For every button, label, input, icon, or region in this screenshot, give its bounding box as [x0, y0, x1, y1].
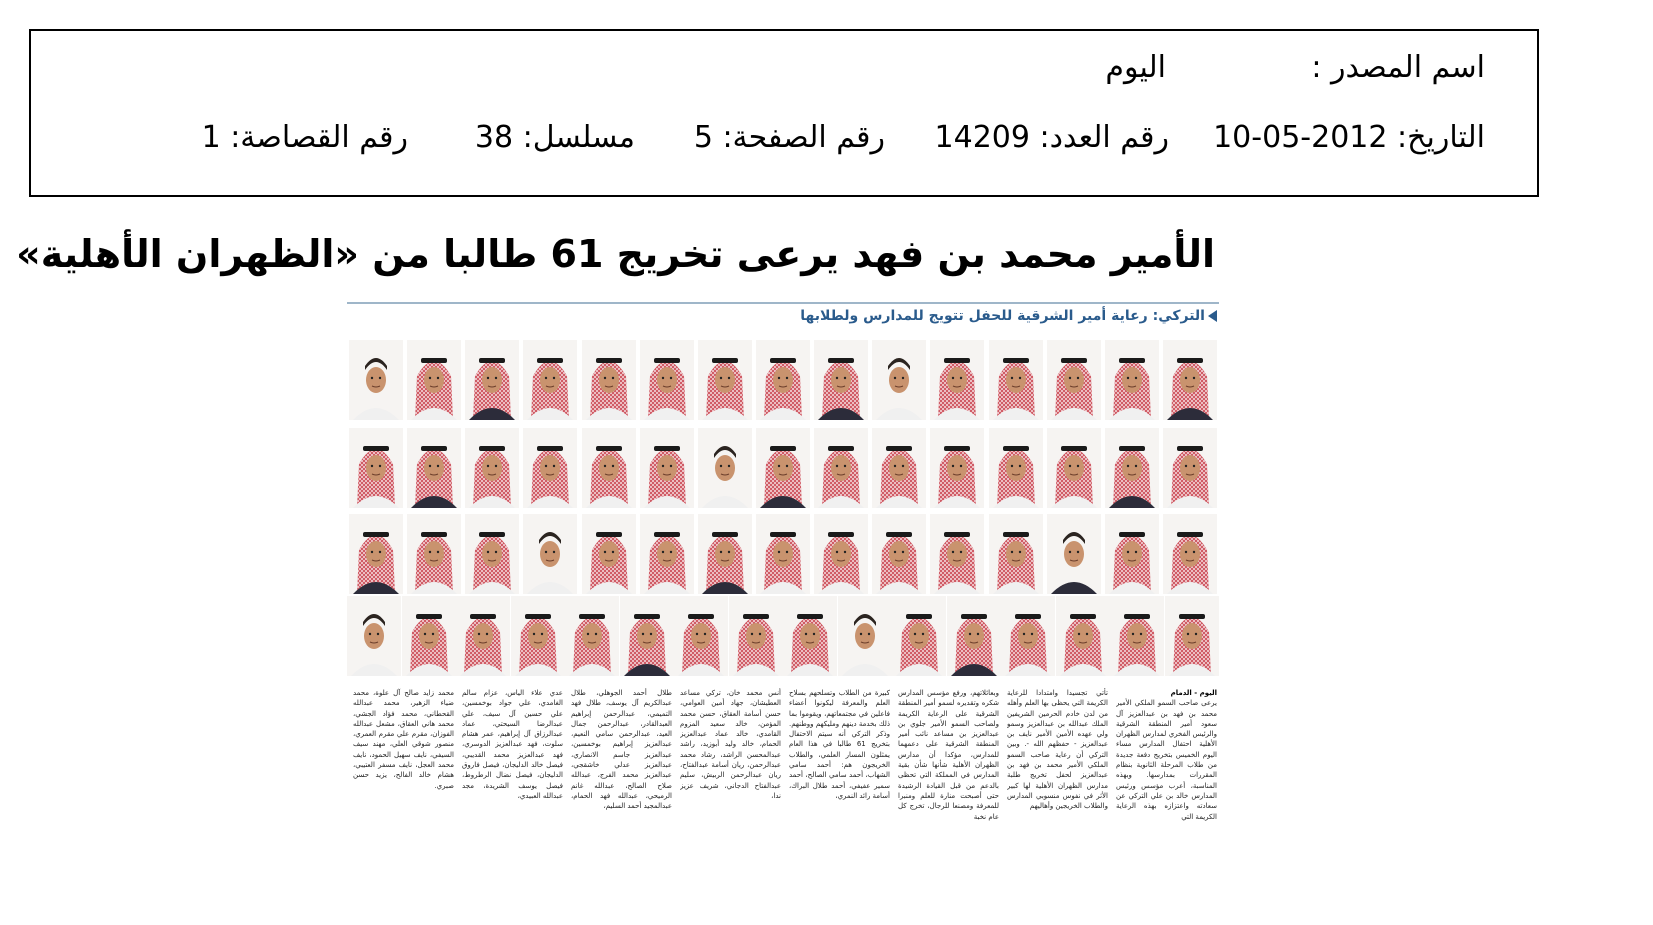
graduate-portrait: [1163, 514, 1217, 594]
graduate-portrait: [674, 596, 728, 676]
graduate-portrait: [783, 596, 837, 676]
graduate-portrait: [1105, 340, 1159, 420]
source-label: اسم المصدر :: [1311, 50, 1485, 85]
photo-row: [347, 428, 1219, 508]
graduate-portrait: [1105, 428, 1159, 508]
graduate-portrait: [930, 514, 984, 594]
column-text: كبيرة من الطلاب وتسلحهم بسلاح العلم والمعرفة ليكونوا أعضاء فاعلين في مجتمعاتهم، ويقوموا بما ذلك بخدمة دينهم ومليكهم ووطنهم. وذكر التركي أنه سيتم الاحتفال بتخريج 61 طالبا في هذا العام يمثلون المسار العلمي، والطلاب الخريجون هم: أحمد سامي الشهاب، أحمد سامي الصالح، أحمد سمير عفيفي، أحمد طلال البراك، أسامة رائد النمري،: [789, 689, 890, 800]
graduate-portrait: [1163, 428, 1217, 508]
graduate-portrait: [349, 514, 403, 594]
graduate-portrait: [698, 514, 752, 594]
photo-row: [347, 514, 1219, 594]
graduate-portrait: [565, 596, 619, 676]
graduate-portrait: [523, 340, 577, 420]
source-value: اليوم: [1105, 50, 1166, 85]
article-column: [1116, 688, 1217, 848]
column-text: أنس محمد خان، تركي مساعد العطيشان، جهاد أمين العوامي، حسن أسامة العقاق، حسن محمد المؤمن، خالد سعيد المزوم القامدي، خالد عماد عبدالعزيز الحمام، خالد وليد أبوزيد، راشد عبدالمحسن الراشد، رشاد محمد عبدالرحمن، ريان أسامة عبدالفتاح، ريان عبدالرحمن الربيش، سليم عبدالفتاح الدجاني، شريف عزيز ندا،: [680, 689, 781, 800]
graduate-portrait: [930, 340, 984, 420]
graduate-portrait: [620, 596, 674, 676]
graduate-portrait: [1105, 514, 1159, 594]
column-text: عدي علاء الياس، عزام سالم الغامدي، علي جواد بوخمسين، علي حسين آل سيف، علي عبدالرضا السيحتي، عماد عبدالرزاق آل إبراهيم، عمر هشام سلوت، فهد عبدالعزيز الدوسري، فهد عبدالعزيز محمد القديبي، فيصل خالد الدليجان، فيصل فاروق الدليجان، فيصل نضال الرطروط، فيصل يوسف الشريدة، مجد عبدالله العبيدي،: [462, 689, 563, 800]
graduate-portrait: [1110, 596, 1164, 676]
article-column: [462, 688, 563, 848]
article-column: [571, 688, 672, 848]
graduate-portrait: [756, 514, 810, 594]
graduate-portrait: [582, 428, 636, 508]
graduate-portrait: [698, 340, 752, 420]
article-column: [353, 688, 454, 848]
graduate-portrait: [1047, 428, 1101, 508]
graduate-portrait: [640, 428, 694, 508]
graduate-portrait: [407, 428, 461, 508]
page-number-field: رقم الصفحة: 5: [693, 120, 885, 155]
graduate-portrait: [872, 428, 926, 508]
graduate-portrait: [582, 340, 636, 420]
headline-divider: [347, 302, 1219, 304]
graduate-portrait: [1001, 596, 1055, 676]
graduate-portrait: [1047, 514, 1101, 594]
graduate-portrait: [729, 596, 783, 676]
graduate-portrait: [1163, 340, 1217, 420]
graduate-portrait: [814, 340, 868, 420]
graduate-portrait: [640, 340, 694, 420]
graduate-portrait: [347, 596, 401, 676]
graduate-portrait: [402, 596, 456, 676]
graduate-portrait: [1047, 340, 1101, 420]
graduate-portrait: [989, 428, 1043, 508]
column-text: يرعى صاحب السمو الملكي الأمير محمد بن فهد بن عبدالعزيز آل سعود أمير المنطقة الشرقية والرئيس الفخري لمدارس الظهران الأهلية احتفال المدارس مساء اليوم الخميس بتخريج دفعة جديدة من طلاب المرحلة الثانوية بنظام المقررات بمدارسها. وبهذه المناسبة، أعرب مؤسس ورئيس المدارس خالد بن علي التركي عن سعادته واعتزازه بهذه الرعاية الكريمة التي: [1116, 699, 1217, 821]
graduate-portrait: [349, 428, 403, 508]
column-text: تأتي تجسيدا وامتدادا للرعاية الكريمة التي يحظى بها العلم وأهله من لدن خادم الحرمين الشريفين الملك عبدالله بن عبدالعزيز وسمو ولي عهده الأمين الأمير نايف بن عبدالعزيز - حفظهم الله -. وبين التركي أن رعاية صاحب السمو الملكي الأمير محمد بن فهد بن عبدالعزيز لحفل تخريج طلبة مدارس الظهران الأهلية لها كبير الأثر في نفوس منسوبي المدارس والطلاب الخريجين وأهاليهم: [1007, 689, 1108, 811]
issue-number-field: رقم العدد: 14209: [934, 120, 1169, 155]
graduate-portrait: [947, 596, 1001, 676]
column-text: طلال أحمد الجوهلي، طلال عبدالكريم آل يوسف، طلال فهد التميمي، عبدالرحمن إبراهيم العبدالقادر، عبدالرحمن جمال العيد، عبدالرحمن سامي النعيم، عبدالعزيز إبراهيم بوخمسين، عبدالعزيز جاسم الانصاري، عبدالعزيز عدلي خاشقجي، عبدالعزيز محمد الفرج، عبدالله صلاح الصالح، عبدالله غانم الرميحي، عبدالله فهد الحمام، عبدالمجيد أحمد السليم،: [571, 689, 672, 811]
photo-row: [347, 340, 1219, 420]
serial-field: مسلسل: 38: [474, 120, 635, 155]
date-field: التاريخ: 2012-05-10: [1213, 120, 1485, 155]
column-text: وبعائلاتهم، ورفع مؤسس المدارس شكره وتقديره لسمو أمير المنطقة الشرقية على الرعاية الكريمة ولصاحب السمو الأمير جلوي بن عبدالعزيز بن مساعد نائب أمير المنطقة الشرقية على دعمهما للمدارس، مؤكدا أن مدارس الظهران الأهلية شأنها شأن بقية المدارس في المملكة التي تحظى بالدعم من قبل القيادة الرشيدة حتى أصبحت منارة للعلم ومنبرا للمعرفة ومصنعا للرجال، تخرج كل عام نخبة: [898, 689, 999, 821]
article-column: [1007, 688, 1108, 848]
graduate-portrait: [465, 428, 519, 508]
graduate-portrait: [698, 428, 752, 508]
article-body: [347, 688, 1219, 848]
graduate-portrait: [872, 340, 926, 420]
graduate-portrait: [465, 340, 519, 420]
triangle-pointer-icon: [1208, 310, 1217, 322]
graduate-portrait: [523, 428, 577, 508]
graduate-portrait: [989, 514, 1043, 594]
graduate-portrait: [756, 340, 810, 420]
article-byline: اليوم - الدمام: [1170, 689, 1217, 697]
graduate-portrait: [930, 428, 984, 508]
graduate-portrait: [640, 514, 694, 594]
graduate-portrait: [838, 596, 892, 676]
graduate-portrait: [456, 596, 510, 676]
column-text: محمد زايد صالح آل علوة، محمد ضياء الزهير، محمد عبدالله القحطاني، محمد فؤاد الجشي، محمد هاني العقاق، مشعل عبدالله الفوزان، مقرم علي مقرم العمري، منصور شوقي العلي، مهند سيف السيفي، نايف سهيل الحمود، نايف محمد العجل، نايف مسفر العتيبي، هشام خالد الفالح، يزيد حسن صبري.: [353, 689, 454, 790]
clip-number-field: رقم القصاصة: 1: [201, 120, 408, 155]
graduate-portrait: [349, 340, 403, 420]
graduate-portrait: [892, 596, 946, 676]
graduate-portrait: [1056, 596, 1110, 676]
subheadline-text: التركي: رعاية أمير الشرقية للحفل تتويج للمدارس ولطلابها: [800, 308, 1205, 324]
article-subheadline: [345, 308, 1217, 330]
graduate-portrait: [872, 514, 926, 594]
graduate-portrait: [523, 514, 577, 594]
graduate-portrait: [465, 514, 519, 594]
article-headline: الأمير محمد بن فهد يرعى تخريج 61 طالبا من «الظهران الأهلية»: [16, 232, 1215, 276]
graduate-portrait: [582, 514, 636, 594]
graduate-portrait: [407, 514, 461, 594]
article-column: [898, 688, 999, 848]
photo-row: [347, 596, 1219, 676]
graduate-portrait: [989, 340, 1043, 420]
graduate-portrait: [756, 428, 810, 508]
graduate-portrait: [511, 596, 565, 676]
graduate-portrait: [407, 340, 461, 420]
graduate-portrait: [814, 428, 868, 508]
graduate-portrait: [1165, 596, 1219, 676]
article-column: [680, 688, 781, 848]
article-column: [789, 688, 890, 848]
graduate-portrait: [814, 514, 868, 594]
